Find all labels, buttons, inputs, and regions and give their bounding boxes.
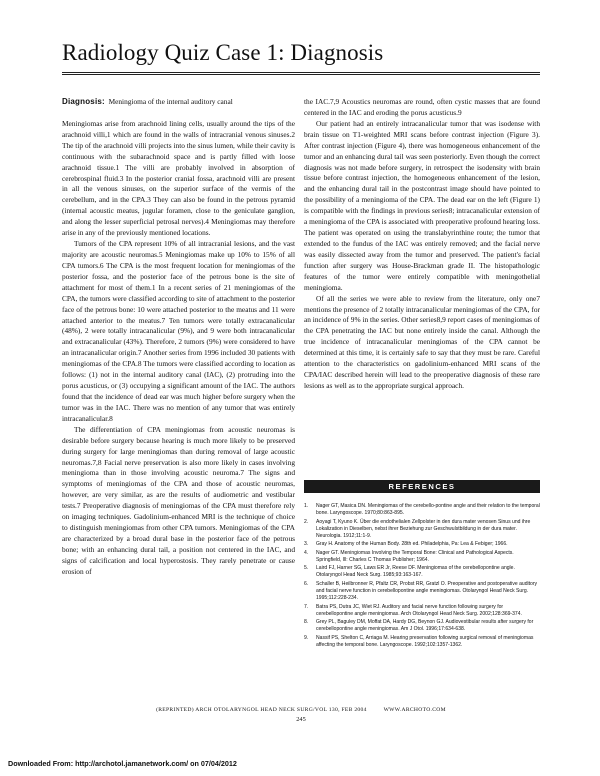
reference-item: 2. Aoyagi T, Kyuno K. Über die endothelialen Zellpolster in den dura mater venosen Sinus und ihre Lokalization in Dieselben, nebst ihrer Beziehung zur Geschwulstbildung in der dura mater. Neurologia. 1912;11:1-9.	[304, 518, 531, 539]
body-paragraph: the IAC.7,9 Acoustics neuromas are round, often cystic masses that are found centered in the IAC and eroding the porus acusticus.9	[304, 97, 540, 117]
reference-item: 3. Gray H. Anatomy of the Human Body. 28th ed. Philadelphia, Pa: Lea & Febiger; 1966.	[304, 541, 508, 548]
reference-item: 4. Nager GT. Meningiomas Involving the Temporal Bone: Clinical and Pathological Aspects. Springfield, Ill: Charles C Thomas Publisher; 1964.	[304, 549, 514, 563]
body-paragraph: Tumors of the CPA represent 10% of all intracranial lesions, and the vast majority are acoustic neuromas.5 Meningiomas make up 10% to 15% of all CPA tumors.6 The CPA is the most frequent location for meningiomas of the posterior fossa, and the posterior face of the petrous bone is the site of attachment for most of them.1 In a recent series of 21 meningiomas of the CPA, the tumors were classified according to site of attachment to the posterior face of the petrous bone: 10 were attached posterior to the meatus and 11 were attached anterior to the meatus.7 Ten tumors were totally extracanalicular (48%), 2 were totally intracanalicular (9%), and 9 were both intracanalicular and extracanalicular (43%). Therefore, 2 tumors (9%) were considered to have an intracanalicular origin.7 Another series from 1996 included 30 patients with meningiomas of the CPA.8 The tumors were classified according to location as follows: (1) not in the internal auditory canal (IAC), (2) protruding into the porus acusticus, or (3) occupying a significant amount of the IAC. The authors found that the incidence of dead ear was much higher before surgery when the tumor was in the IAC. There was no mention of any tumor that was entirely intracanalicular.8	[62, 239, 295, 423]
reference-item: 8. Grey PL, Baguley DM, Moffat DA, Hardy DG, Beynon GJ. Audiovestibular results after surgery for cerebellopontine angle meningiomas. Am J Otol. 1996;17:634-638.	[304, 619, 534, 633]
reference-item: 6. Schaller B, Heilbronner R, Pfaltz CR, Probst RR, Gratzl O. Preoperative and postoperative auditory and facial nerve function in cerebellopontine angle meningiomas. Otolaryngol Head Neck Surg. 1995;112:228-234.	[304, 580, 538, 601]
diagnosis-text: Meningioma of the internal auditory canal	[108, 97, 233, 106]
body-paragraph: The differentiation of CPA meningiomas from acoustic neuromas is desirable before surgery because hearing is much more likely to be preserved during surgery for large meningiomas than during removal of large acoustic neuromas.7,8 Facial nerve preservation is also more likely in cases involving meningioma than in those involving acoustic neuroma.7 The signs and symptoms of meningiomas of the CPA and those of acoustic neuromas, however, are very similar, as are the results of audiometric and vestibular tests.7 Preoperative diagnosis of meningiomas of the CPA must therefore rely on imaging techniques. Gadolinium-enhanced MRI is the technique of choice to distinguish meningiomas from other CPA tumors. Meningiomas of the CPA are characterized by a broad dural base in the posterior face of the petrous bone; with an enhancing dural tail, a position not centered in the IAC, and signs of calcification and local hyperostosis. They rarely penetrate or cause erosion of	[62, 424, 295, 576]
reference-item: 5. Laird FJ, Harner SG, Laws ER Jr, Reese DF. Meningiomas of the cerebellopontine angle. Otolaryngol Head Neck Surg. 1985;93:163-167.	[304, 565, 515, 579]
body-paragraph: Meningiomas arise from arachnoid lining cells, usually around the tips of the arachnoid villi,1 which are found in the walls of intracranial venous sinuses.2 The tip of the arachnoid villi projects into the sinus lumen, while their cavity is continuous with the subarachnoid space and is partly filled with loose arachnoid tissue.1 The villi are probably involved in absorption of cerebrospinal fluid.3 In the posterior cranial fossa, arachnoid villi are present in all the venous sinuses, on the superior surface of the vermis of the cerebellum, and in the CPA.3 They can also be found in the petrous pyramid (internal acoustic meatus, jugular foramen, close to the geniculate ganglion, and along the lesser superficial petrosal nerves).4 Meningiomas may therefore arise in any of the previously mentioned locations.	[62, 118, 295, 238]
left-column	[62, 97, 295, 578]
reference-item: 1. Nager GT, Masica DN. Meningiomas of the cerebello-pontine angle and their relation to the temporal bone. Laryngoscope. 1970;80:863-895.	[304, 503, 540, 516]
title-rule-top	[62, 72, 540, 73]
journal-citation-footer: (REPRINTED) ARCH OTOLARYNGOL HEAD NECK SURG/VOL 130, FEB 2004 WWW.ARCHOTO.COM	[156, 707, 446, 713]
page-number: 245	[296, 716, 306, 723]
reference-item: 9. Nassif PS, Shelton C, Arriaga M. Hearing preservation following surgical removal of meningiomas affecting the temporal bone. Laryngoscope. 1992;102:1357-1362.	[304, 634, 534, 648]
page-title: Radiology Quiz Case 1: Diagnosis	[62, 40, 384, 65]
right-column	[304, 97, 540, 392]
body-paragraph: Of all the series we were able to review from the literature, only one7 mentions the presence of 2 totally intracanalicular meningiomas of the CPA, for an incidence of 9% in the series. Other series8,9 report cases of meningiomas of the CPA penetrating the IAC but none entirely inside the canal. Although the true incidence of intracanalicular meningiomas of the CPA cannot be determined at this time, it is certainly safe to say that they must be rare. Careful attention to the characteristics on gadolinium-enhanced MRI scans of the CPA/IAC described herein will lead to the preoperative diagnosis of these rare lesions as well as to the appropriate surgical approach.	[304, 293, 540, 390]
references-heading: REFERENCES	[304, 480, 540, 493]
title-rule-bottom	[62, 74, 540, 75]
body-paragraph: Our patient had an entirely intracanalicular tumor that was isodense with brain tissue on T1-weighted MRI scans before contrast injection (Figure 3). After contrast injection (Figure 4), there was homogeneous enhancement of the tumor and an enhancing dural tail was seen posteriorly. Even though the correct diagnosis was not made before surgery, in retrospect the isodensity with brain tissue before contrast injection, the homogeneous enhancement of the lesion, and the enhancing dural tail in the postcontrast image should have pointed to the possibility of a meningioma of the CPA. The dead ear on the left (Figure 1) is compatible with the findings in previous series8; intracanalicular extension of a meningioma of the CPA is associated with preoperative profound hearing loss. The patient was operated on using the translabyrinthine route; the tumor that extended to the fundus of the IAC was entirely removed; and the facial nerve was easily dissected away from the tumor and preserved. The patient's facial function after surgery was House-Brackman grade II. The histopathologic features of the tumor were entirely compatible with meningothelial meningioma.	[304, 118, 540, 292]
references-list	[304, 503, 540, 650]
diagnosis-line	[62, 97, 295, 108]
reference-item: 7. Batra PS, Dutra JC, Wiet RJ. Auditory and facial nerve function following surgery for cerebellopontine angle meningiomas. Arch Otolaryngol Head Neck Surg. 2002;128:369-374.	[304, 603, 522, 617]
download-notice: Downloaded From: http://archotol.jamanetwork.com/ on 07/04/2012	[8, 759, 237, 768]
diagnosis-label: Diagnosis:	[62, 97, 105, 106]
